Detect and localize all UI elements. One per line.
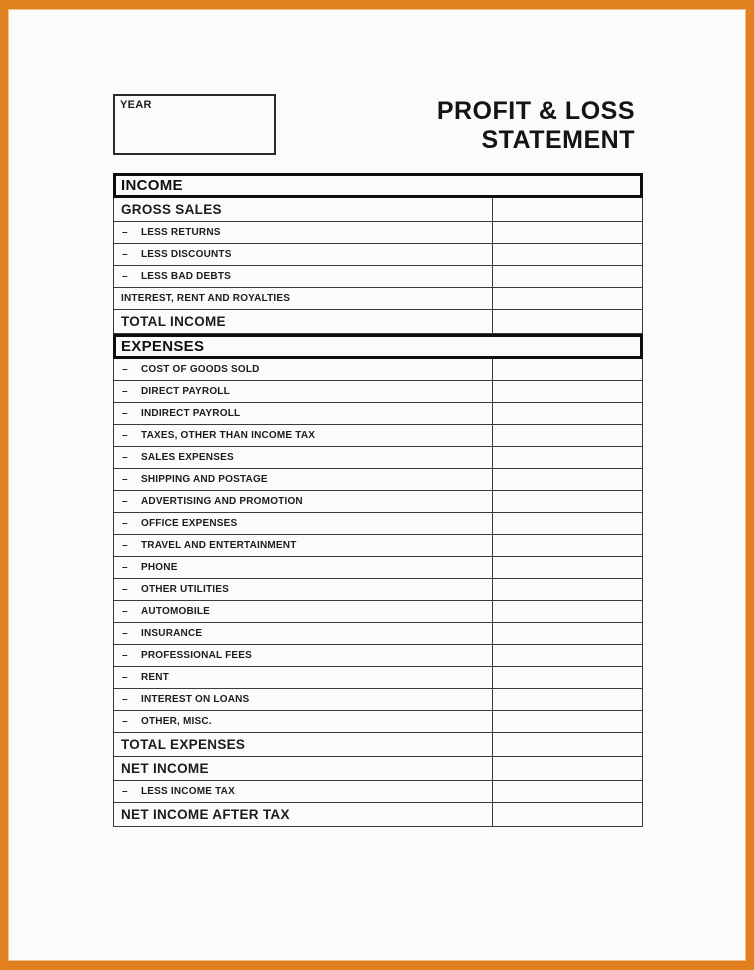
- minus-dash: –: [122, 694, 128, 705]
- minus-dash: –: [122, 672, 128, 683]
- row-label: INDIRECT PAYROLL: [141, 408, 241, 419]
- value-cell: [492, 711, 642, 732]
- table-row: [113, 491, 643, 513]
- table-row: [113, 689, 643, 711]
- table-row: [113, 244, 643, 266]
- row-label: INTEREST ON LOANS: [141, 694, 250, 705]
- value-cell: [492, 425, 642, 446]
- table-row: [113, 469, 643, 491]
- table-row: [113, 310, 643, 334]
- year-label: YEAR: [120, 99, 152, 111]
- value-cell: [492, 645, 642, 666]
- value-cell: [492, 513, 642, 534]
- value-cell: [492, 667, 642, 688]
- minus-dash: –: [122, 518, 128, 529]
- row-label: RENT: [141, 672, 170, 683]
- table-row: [113, 535, 643, 557]
- table-row: [113, 733, 643, 757]
- row-label: NET INCOME: [121, 761, 209, 776]
- minus-dash: –: [122, 496, 128, 507]
- title-line-1: PROFIT & LOSS: [436, 97, 635, 125]
- document-page: [8, 9, 746, 961]
- minus-dash: –: [122, 452, 128, 463]
- table-row: [113, 781, 643, 803]
- section-header-expenses: EXPENSES: [113, 334, 643, 359]
- row-label: DIRECT PAYROLL: [141, 386, 230, 397]
- minus-dash: –: [122, 430, 128, 441]
- table-row: [113, 803, 643, 827]
- value-cell: [492, 623, 642, 644]
- value-cell: [492, 198, 642, 221]
- value-cell: [492, 757, 642, 780]
- row-label: COST OF GOODS SOLD: [141, 364, 260, 375]
- table-row: [113, 711, 643, 733]
- value-cell: [492, 781, 642, 802]
- table-row: [113, 403, 643, 425]
- value-cell: [492, 535, 642, 556]
- table-row: [113, 288, 643, 310]
- value-cell: [492, 557, 642, 578]
- table-row: [113, 425, 643, 447]
- value-cell: [492, 403, 642, 424]
- row-label: GROSS SALES: [121, 202, 222, 217]
- row-label: INTEREST, RENT AND ROYALTIES: [121, 293, 291, 304]
- table-row: [113, 513, 643, 535]
- row-label: LESS DISCOUNTS: [141, 249, 232, 260]
- minus-dash: –: [122, 606, 128, 617]
- value-cell: [492, 803, 642, 826]
- row-label: PHONE: [141, 562, 178, 573]
- row-label: PROFESSIONAL FEES: [141, 650, 253, 661]
- table-row: [113, 667, 643, 689]
- minus-dash: –: [122, 716, 128, 727]
- row-label: AUTOMOBILE: [141, 606, 211, 617]
- row-label: TRAVEL AND ENTERTAINMENT: [141, 540, 297, 551]
- table-row: [113, 557, 643, 579]
- value-cell: [492, 222, 642, 243]
- table-row: [113, 198, 643, 222]
- table-row: [113, 623, 643, 645]
- table-row: [113, 266, 643, 288]
- table-row: [113, 645, 643, 667]
- minus-dash: –: [122, 364, 128, 375]
- section-header-income: INCOME: [113, 173, 643, 198]
- minus-dash: –: [122, 271, 128, 282]
- table-row: [113, 447, 643, 469]
- row-label: INSURANCE: [141, 628, 203, 639]
- profit-loss-table: [113, 173, 643, 827]
- row-label: OFFICE EXPENSES: [141, 518, 238, 529]
- minus-dash: –: [122, 584, 128, 595]
- value-cell: [492, 601, 642, 622]
- table-row: [113, 757, 643, 781]
- title-line-2: STATEMENT: [481, 126, 635, 154]
- row-label: OTHER, MISC.: [141, 716, 212, 727]
- row-label: NET INCOME AFTER TAX: [121, 807, 290, 822]
- table-row: [113, 601, 643, 623]
- table-row: [113, 579, 643, 601]
- row-label: SHIPPING AND POSTAGE: [141, 474, 268, 485]
- row-label: OTHER UTILITIES: [141, 584, 229, 595]
- row-label: TOTAL INCOME: [121, 314, 226, 329]
- value-cell: [492, 244, 642, 265]
- value-cell: [492, 381, 642, 402]
- minus-dash: –: [122, 562, 128, 573]
- row-label: LESS BAD DEBTS: [141, 271, 232, 282]
- value-cell: [492, 310, 642, 333]
- table-row: [113, 222, 643, 244]
- table-row: [113, 381, 643, 403]
- value-cell: [492, 579, 642, 600]
- row-label: TOTAL EXPENSES: [121, 737, 246, 752]
- row-label: LESS RETURNS: [141, 227, 221, 238]
- minus-dash: –: [122, 249, 128, 260]
- minus-dash: –: [122, 786, 128, 797]
- row-label: TAXES, OTHER THAN INCOME TAX: [141, 430, 316, 441]
- row-label: SALES EXPENSES: [141, 452, 234, 463]
- minus-dash: –: [122, 650, 128, 661]
- minus-dash: –: [122, 386, 128, 397]
- minus-dash: –: [122, 474, 128, 485]
- minus-dash: –: [122, 227, 128, 238]
- minus-dash: –: [122, 628, 128, 639]
- minus-dash: –: [122, 540, 128, 551]
- table-row: [113, 359, 643, 381]
- value-cell: [492, 733, 642, 756]
- row-label: LESS INCOME TAX: [141, 786, 235, 797]
- year-box: [113, 94, 276, 155]
- value-cell: [492, 359, 642, 380]
- value-cell: [492, 689, 642, 710]
- value-cell: [492, 288, 642, 309]
- minus-dash: –: [122, 408, 128, 419]
- value-cell: [492, 447, 642, 468]
- page-title: [437, 97, 635, 155]
- value-cell: [492, 469, 642, 490]
- value-cell: [492, 266, 642, 287]
- row-label: ADVERTISING AND PROMOTION: [141, 496, 303, 507]
- value-cell: [492, 491, 642, 512]
